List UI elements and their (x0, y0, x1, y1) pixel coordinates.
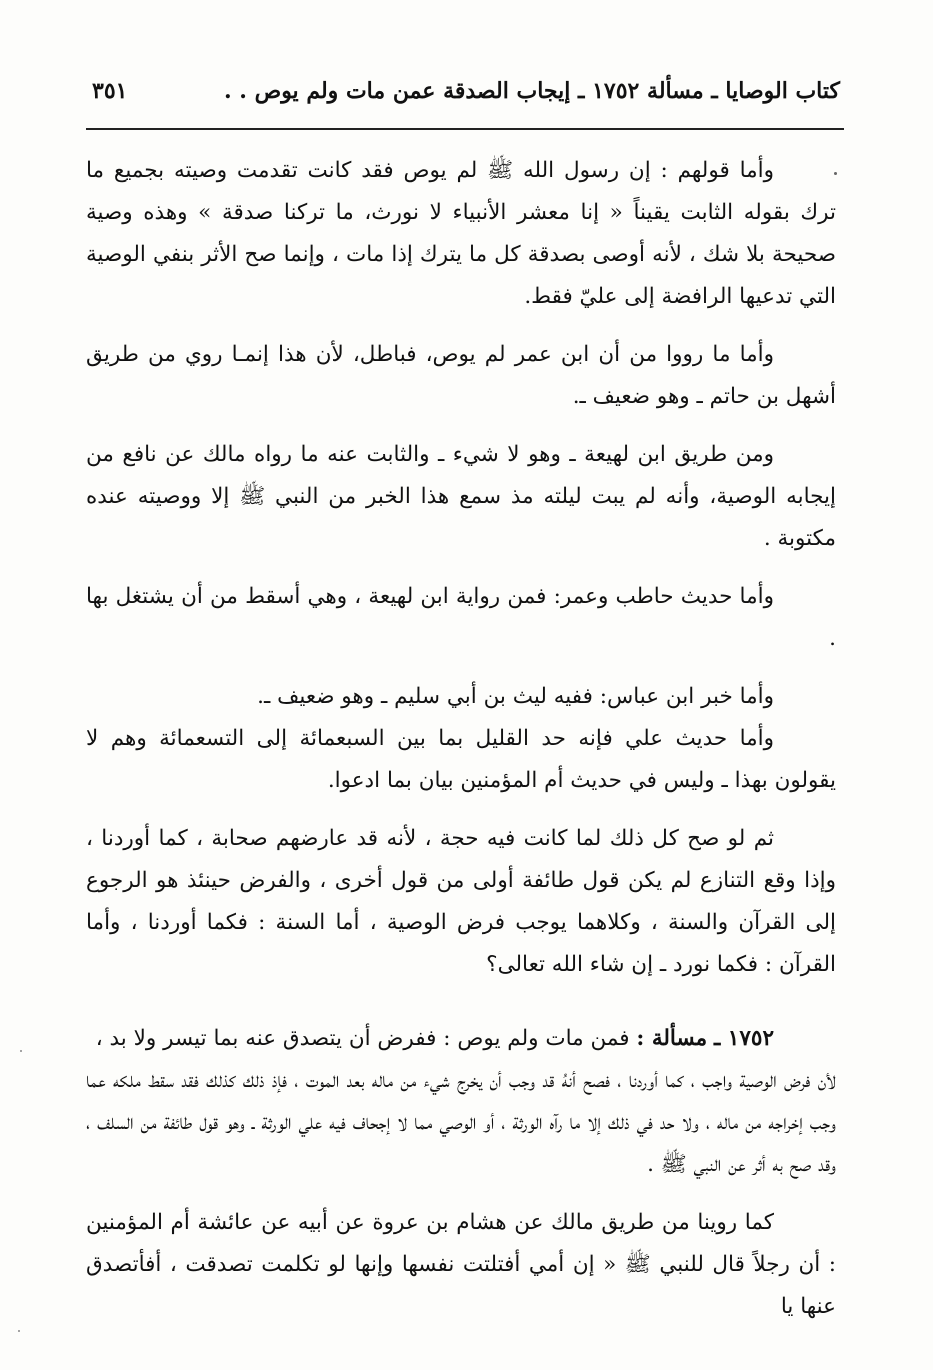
paragraph-6: وأما حديث علي فإنه حد القليل بما بين السبعمائة إلى التسعمائة وهم لا يقولون بهذا ـ وليس في حديث أم المؤمنين بيان بما ادعوا. (86, 726, 836, 793)
paragraph-1: وأما قولهم : إن رسول الله ﷺ لم يوص فقد كانت تقدمت وصيته بجميع ما ترك بقوله الثابت يقيناً « إنا معشر الأنبياء لا نورث، ما تركنا صدقة » وهذه وصية صحيحة بلا شك ، لأنه أوصى بصدقة كل ما يترك إذا مات ، وإنما صح الأثر بنفي الوصية التي تدعيها الرافضة إلى عليّ فقط. (86, 158, 836, 309)
page-body (86, 150, 836, 1328)
page-header (88, 78, 840, 118)
masala-heading: مسألة : (636, 1026, 708, 1051)
paragraph-3: ومن طريق ابن لهيعة ـ وهو لا شيء ـ والثابت عنه ما رواه مالك عن نافع من إيجابه الوصية، وأنه لم يبت ليلته مذ سمع هذا الخبر من النبي ﷺ إلا ووصيته عنده مكتوبة . (86, 442, 836, 551)
scan-speck (18, 1330, 20, 1332)
paragraph-5: وأما خبر ابن عباس: ففيه ليث بن أبي سليم ـ وهو ضعيف ـ. (257, 684, 774, 709)
paragraph-9: كما روينا من طريق مالك عن هشام بن عروة عن أبيه عن عائشة أم المؤمنين : أن رجلاً قال للنبي ﷺ « إن أمي أفتلتت نفسها وإنها لو تكلمت تصدقت ، أفأتصدق عنها يا (86, 1210, 836, 1319)
paragraph-7: ثم لو صح كل ذلك لما كانت فيه حجة ، لأنه قد عارضهم صحابة ، كما أوردنا ، وإذا وقع التنازع لم يكن قول طائفة أولى من قول أخرى ، والفرض حينئذ هو الرجوع إلى القرآن والسنة ، وكلاهما يوجب فرض الوصية ، أما السنة : فكما أوردنا ، وأما القرآن : فكما نورد ـ إن شاء الله تعالى؟ (86, 826, 836, 977)
paragraph-8: لأن فرض الوصية واجب ، كما أوردنا ، فصح أنهُ قد وجب أن يخرج شيء من ماله بعد الموت ، فإذ ذلك كذلك فقد سقط ملكه عما وجب إخراجه من ماله ، ولا حد في ذلك إلا ما رآه الورثة ، أو الوصي مما لا إجحاف فيه علي الورثة ـ وهو قول طائفة من السلف ، وقد صح به أثر عن النبي ﷺ . (86, 1068, 836, 1177)
paragraph-2: وأما ما رووا من أن ابن عمر لم يوص، فباطل، لأن هذا إنمـا روي من طريق أشهل بن حاتم ـ وهو ضعيف ـ. (86, 342, 836, 409)
masala-paragraph (86, 1018, 836, 1060)
masala-text: فمن مات ولم يوص : ففرض أن يتصدق عنه بما تيسر ولا بد ، (95, 1026, 630, 1051)
header-rule (86, 128, 844, 130)
masala-number: ١٧٥٢ ـ (714, 1026, 774, 1051)
page-number: ٣٥١ (92, 78, 128, 104)
paragraph-4: وأما حديث حاطب وعمر: فمن رواية ابن لهيعة ، وهي أسقط من أن يشتغل بها . (86, 584, 836, 651)
running-title: كتاب الوصايا ـ مسألة ١٧٥٢ ـ إيجاب الصدقة عمن مات ولم يوص . . (223, 78, 840, 104)
scan-speck (20, 1050, 22, 1052)
